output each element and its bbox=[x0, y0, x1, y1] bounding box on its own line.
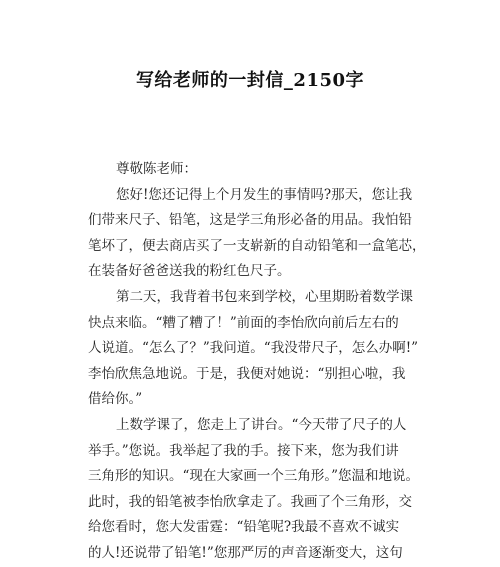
letter-body bbox=[88, 157, 426, 567]
salutation: 尊敬陈老师： bbox=[116, 161, 197, 177]
text-line: 在装备好爸爸送我的粉红色尺子。 bbox=[88, 263, 291, 280]
text-line: 举手。”您说。我举起了我的手。接下来，您为我们讲 bbox=[88, 442, 399, 459]
letter-lines bbox=[88, 183, 426, 567]
text-line: 上数学课了，您走上了讲台。“今天带了尺子的人 bbox=[116, 416, 407, 433]
text-line: 三角形的知识。“现在大家画一个三角形。”您温和地说。 bbox=[88, 468, 420, 485]
text-line: 的人!还说带了铅笔!”您那严厉的声音逐渐变大，这句 bbox=[88, 544, 403, 561]
text-line: 笔坏了，便去商店买了一支崭新的自动铅笔和一盒笔芯， bbox=[88, 237, 426, 254]
text-line: 第二天，我背着书包来到学校，心里期盼着数学课 bbox=[116, 288, 413, 305]
text-line: 借给你。” bbox=[88, 391, 143, 408]
text-line: 您好!您还记得上个月发生的事情吗?那天，您让我 bbox=[116, 186, 413, 203]
text-line: 李怡欣焦急地说。于是，我便对她说：“别担心啦，我 bbox=[88, 365, 406, 382]
text-line: 给您看时，您大发雷霆：“铅笔呢?我最不喜欢不诚实 bbox=[88, 519, 400, 536]
text-line: 快点来临。“糟了糟了！”前面的李怡欣向前后左右的 bbox=[88, 314, 399, 331]
text-line: 此时，我的铅笔被李怡欣拿走了。我画了个三角形，交 bbox=[88, 493, 412, 510]
text-line: 们带来尺子、铅笔，这是学三角形必备的用品。我怕铅 bbox=[88, 212, 412, 229]
text-line: 人说道。“怎么了？”我问道。“我没带尺子，怎么办啊!” bbox=[88, 340, 419, 357]
document-title: 写给老师的一封信_2150字 bbox=[135, 70, 365, 91]
